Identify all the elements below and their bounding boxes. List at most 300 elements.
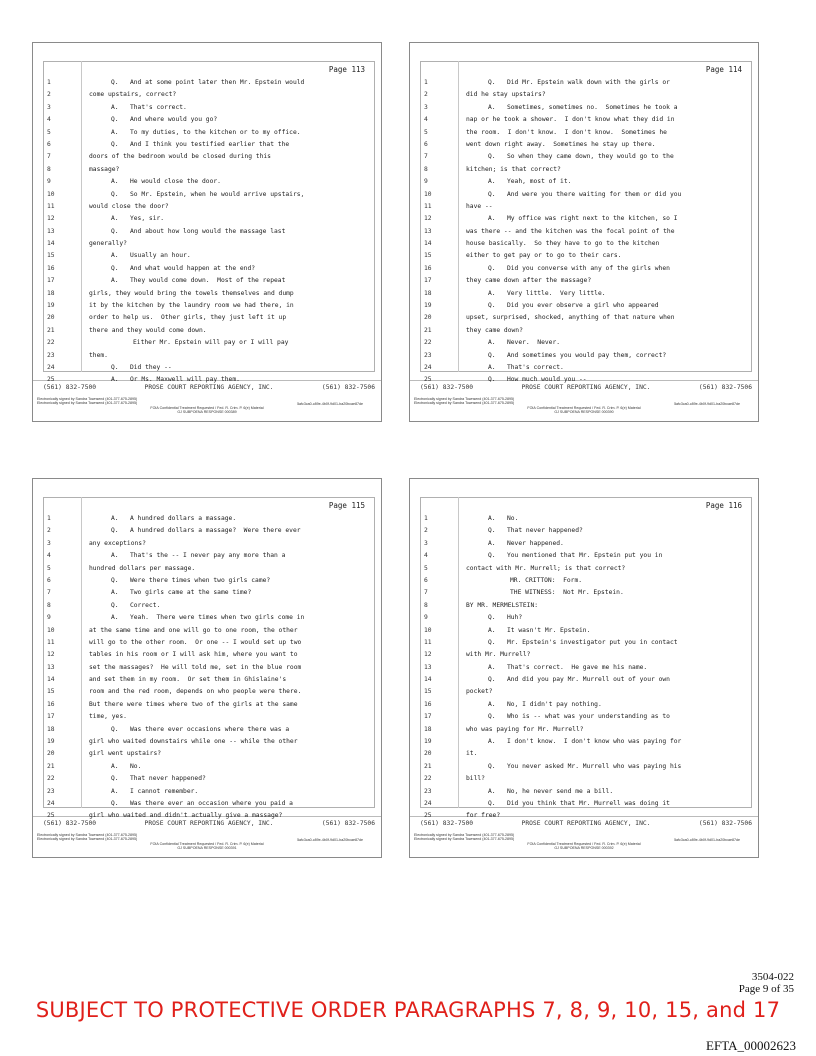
line-text: with Mr. Murrell? (466, 651, 531, 659)
line-text: for free? (466, 812, 501, 820)
line-text: A. That's correct. (488, 363, 564, 371)
line-text: tables in his room or I will ask him, where you want to (89, 651, 298, 659)
line-number: 16 (424, 264, 432, 272)
transcript-line (45, 300, 371, 312)
transcript-line (45, 77, 371, 89)
transcript-line (45, 575, 371, 587)
line-number: 11 (47, 638, 55, 646)
line-number: 14 (424, 240, 432, 248)
footer-left: (561) 832-7500 (420, 384, 474, 391)
line-number: 4 (424, 116, 428, 124)
line-text: it. (466, 750, 478, 758)
transcript-line (45, 724, 371, 736)
line-number: 20 (424, 750, 432, 758)
transcript-line (45, 362, 371, 374)
line-number: 18 (47, 289, 55, 297)
transcript-line (422, 736, 748, 748)
line-number: 9 (47, 614, 51, 622)
transcript-line (45, 312, 371, 324)
line-number: 23 (424, 787, 432, 795)
signature-hash: 5afc3ca0-c89e-4b0f-9d01-ba20bcae87de (297, 402, 363, 406)
line-number: 21 (47, 326, 55, 334)
transcript-line (422, 587, 748, 599)
transcript-line (45, 550, 371, 562)
footer-mid: PROSE COURT REPORTING AGENCY, INC. (521, 384, 651, 391)
line-text: Q. And sometimes you would pay them, correct? (488, 351, 667, 359)
transcript-line (422, 699, 748, 711)
line-text: girl who waited downstairs while one -- while the other (89, 738, 298, 746)
transcript-line (45, 525, 371, 537)
line-text: hundred dollars per massage. (89, 564, 196, 572)
line-text: Q. How much would you -- (488, 376, 587, 384)
line-number: 18 (424, 725, 432, 733)
transcript-line (45, 139, 371, 151)
line-text: set the massages? He will told me, set in the blue room (89, 663, 302, 671)
line-text: Q. Mr. Epstein's investigator put you in contact (488, 638, 678, 646)
line-text: Q. And at some point later then Mr. Epstein would (111, 79, 305, 86)
line-number: 3 (424, 103, 428, 111)
line-text: have -- (466, 202, 493, 210)
transcript-line (422, 649, 748, 661)
line-text: Q. You mentioned that Mr. Epstein put you in (488, 552, 663, 560)
line-text: house basically. So they have to go to the kitchen (466, 240, 660, 248)
transcript-line (45, 114, 371, 126)
line-text: A. That's the -- I never pay any more than a (111, 552, 286, 560)
line-number: 22 (47, 339, 55, 347)
transcript-line (422, 575, 748, 587)
line-number: 14 (47, 676, 55, 684)
line-number: 7 (47, 153, 51, 161)
line-number: 11 (424, 638, 432, 646)
line-number: 2 (47, 91, 51, 99)
signature-block (37, 833, 377, 851)
line-text: did he stay upstairs? (466, 91, 546, 99)
line-text: A. Very little. Very little. (488, 289, 606, 297)
reporter-footer (420, 384, 752, 391)
line-text: A. They would come down. Most of the repeat (111, 277, 286, 285)
line-text: girls, they would bring the towels themselves and dump (89, 289, 294, 297)
transcript-page-116 (409, 478, 759, 858)
line-number: 5 (424, 564, 428, 572)
foia-notice: FOIA Confidential Treatment Requested / Fed. R. Crim. P. 6(e) Material (150, 405, 264, 410)
footer-mid: PROSE COURT REPORTING AGENCY, INC. (144, 384, 274, 391)
transcript-page-114 (409, 42, 759, 422)
line-text: Either Mr. Epstein will pay or I will pay (133, 339, 289, 347)
line-number: 8 (47, 601, 51, 609)
line-number: 3 (424, 539, 428, 547)
footer-left: (561) 832-7500 (420, 820, 474, 827)
efta-number: EFTA_00002623 (706, 1038, 796, 1053)
transcript-line (422, 263, 748, 275)
transcript-line (45, 263, 371, 275)
transcript-line (45, 563, 371, 575)
transcript-line (45, 238, 371, 250)
signature-line-1: Electronically signed by Sandra Townsend (401-377-675-2895) (414, 833, 515, 837)
transcript-page-115 (32, 478, 382, 858)
line-number: 1 (47, 79, 51, 86)
transcript-line (422, 600, 748, 612)
line-text: A. A hundred dollars a massage. (111, 515, 237, 522)
transcript-line (422, 164, 748, 176)
transcript-line (422, 250, 748, 262)
line-text: A. No. (111, 762, 142, 770)
line-text: either to get pay or to go to their cars. (466, 252, 622, 260)
line-text: MR. CRITTON: Form. (510, 576, 583, 584)
line-number: 4 (47, 116, 51, 124)
line-number: 10 (424, 190, 432, 198)
protective-order-notice: SUBJECT TO PROTECTIVE ORDER PARAGRAPHS 7, 8, 9, 10, 15, and 17 (35, 998, 781, 1022)
signature-hash: 5afc3ca0-c89e-4b0f-9d01-ba20bcae87de (297, 838, 363, 842)
subpoena-number: GJ SUBPOENA RESPONSE 000391 (177, 846, 237, 851)
line-number: 25 (424, 812, 432, 820)
transcript-line (422, 102, 748, 114)
line-text: at the same time and one will go to one room, the other (89, 626, 298, 634)
line-text: Q. Who is -- what was your understanding as to (488, 713, 670, 721)
line-number: 9 (424, 178, 428, 186)
transcript-line (45, 89, 371, 101)
line-number: 6 (47, 140, 51, 148)
line-text: THE WITNESS: Not Mr. Epstein. (510, 589, 624, 597)
footer-mid: PROSE COURT REPORTING AGENCY, INC. (144, 820, 274, 827)
line-number: 1 (47, 515, 51, 522)
signature-line-2: Electronically signed by Sandra Townsend (401-377-675-2895) (414, 837, 515, 842)
line-text: massage? (89, 165, 120, 173)
foia-notice: FOIA Confidential Treatment Requested / Fed. R. Crim. P. 6(e) Material (150, 841, 264, 846)
line-number: 24 (47, 799, 55, 807)
line-text: Q. And did you pay Mr. Murrell out of your own (488, 676, 670, 684)
transcript-line (422, 724, 748, 736)
line-text: Q. And what would happen at the end? (111, 264, 256, 272)
transcript-line (422, 114, 748, 126)
transcript-line (45, 164, 371, 176)
line-text: A. Or Ms. Maxwell will pay them. (111, 376, 240, 384)
line-number: 17 (424, 277, 432, 285)
line-number: 4 (47, 552, 51, 560)
line-number: 3 (47, 539, 51, 547)
line-text: Q. Did you think that Mr. Murrell was doing it (488, 799, 670, 807)
line-text: Q. You never asked Mr. Murrell who was paying his (488, 762, 682, 770)
transcript-line (45, 637, 371, 649)
page-number: Page 115 (328, 501, 365, 510)
line-number: 20 (47, 314, 55, 322)
line-text: upset, surprised, shocked, anything of that nature when (466, 314, 675, 322)
line-text: them. (89, 351, 108, 359)
transcript-line (422, 773, 748, 785)
transcript-line (422, 213, 748, 225)
subpoena-number: GJ SUBPOENA RESPONSE 000392 (554, 846, 614, 851)
line-text: doors of the bedroom would be closed during this (89, 153, 271, 161)
transcript-line (45, 625, 371, 637)
line-number: 24 (424, 799, 432, 807)
line-number: 25 (47, 812, 55, 820)
line-number: 8 (47, 165, 51, 173)
transcript-line (422, 275, 748, 287)
footer-left: (561) 832-7500 (43, 384, 97, 391)
signature-line-1: Electronically signed by Sandra Townsend (401-377-675-2895) (414, 397, 515, 401)
line-number: 14 (424, 676, 432, 684)
line-text: Q. Huh? (488, 614, 523, 622)
transcript-line (45, 798, 371, 810)
line-number: 9 (47, 178, 51, 186)
transcript-line (45, 538, 371, 550)
line-text: A. That's correct. He gave me his name. (488, 663, 648, 671)
line-number: 6 (424, 140, 428, 148)
line-number: 19 (47, 738, 55, 746)
transcript-line (422, 686, 748, 698)
transcript-line (422, 312, 748, 324)
line-number: 12 (424, 651, 432, 659)
transcript-line (45, 600, 371, 612)
line-text: they came down after the massage? (466, 277, 592, 285)
line-text: Q. That never happened? (488, 527, 583, 535)
line-number: 8 (424, 165, 428, 173)
line-number: 7 (424, 153, 428, 161)
subpoena-number: GJ SUBPOENA RESPONSE 000389 (177, 410, 237, 415)
line-number: 4 (424, 552, 428, 560)
footer-right: (561) 832-7506 (698, 384, 752, 391)
line-text: A. Yeah, most of it. (488, 178, 572, 186)
signature-line-1: Electronically signed by Sandra Townsend (401-377-675-2895) (37, 397, 138, 401)
line-number: 6 (424, 576, 428, 584)
line-number: 15 (47, 688, 55, 696)
line-number: 2 (424, 527, 428, 535)
line-number: 1 (424, 515, 428, 522)
signature-block (414, 833, 754, 851)
line-text: Q. Were there times when two girls came? (111, 576, 271, 584)
transcript-line (422, 637, 748, 649)
line-number: 6 (47, 576, 51, 584)
line-number: 17 (424, 713, 432, 721)
line-number: 23 (47, 787, 55, 795)
line-text: Q. Did you converse with any of the girls when (488, 264, 670, 272)
transcript-line (422, 89, 748, 101)
transcript-line (45, 250, 371, 262)
line-text: Q. Did they -- (111, 363, 172, 371)
line-text: BY MR. MERMELSTEIN: (466, 601, 539, 609)
transcript-lines (45, 513, 371, 823)
line-text: Q. Correct. (111, 601, 161, 609)
transcript-line (45, 736, 371, 748)
line-text: Q. Did Mr. Epstein walk down with the girls or (488, 79, 670, 86)
line-text: A. Yes, sir. (111, 215, 165, 223)
line-text: Q. A hundred dollars a massage? Were there ever (111, 527, 301, 535)
line-text: it by the kitchen by the laundry room we had there, in (89, 302, 294, 310)
line-number: 2 (47, 527, 51, 535)
line-text: they came down? (466, 326, 523, 334)
transcript-line (422, 176, 748, 188)
signature-block (37, 397, 377, 415)
transcript-line (422, 77, 748, 89)
line-number: 7 (47, 589, 51, 597)
bates-block (739, 971, 794, 995)
transcript-line (422, 300, 748, 312)
transcript-body (33, 479, 381, 820)
line-number: 3 (47, 103, 51, 111)
line-text: come upstairs, correct? (89, 91, 177, 99)
bates-doc-id: 3504-022 (751, 971, 794, 983)
line-number: 21 (424, 326, 432, 334)
line-text: time, yes. (89, 713, 127, 721)
line-text: A. Sometimes, sometimes no. Sometimes he took a (488, 103, 678, 111)
reporter-footer (43, 820, 375, 827)
line-number: 8 (424, 601, 428, 609)
transcript-line (45, 773, 371, 785)
line-number: 16 (424, 700, 432, 708)
line-number: 13 (47, 663, 55, 671)
line-number: 20 (47, 750, 55, 758)
line-text: who was paying for Mr. Murrell? (466, 725, 584, 733)
line-text: Q. Was there ever occasions where there was a (111, 725, 290, 733)
line-number: 5 (47, 564, 51, 572)
line-text: contact with Mr. Murrell; is that correct? (466, 564, 626, 572)
transcript-line (45, 102, 371, 114)
line-number: 2 (424, 91, 428, 99)
line-text: room and the red room, depends on who people were there. (89, 688, 302, 696)
transcript-line (45, 325, 371, 337)
transcript-line (422, 139, 748, 151)
footer-right: (561) 832-7506 (321, 384, 375, 391)
line-number: 21 (424, 762, 432, 770)
line-text: A. Never. Never. (488, 339, 561, 347)
footer-right: (561) 832-7506 (321, 820, 375, 827)
line-text: A. I cannot remember. (111, 787, 199, 795)
line-text: bill? (466, 775, 485, 783)
transcript-lines (422, 513, 748, 823)
line-text: Q. And I think you testified earlier that the (111, 140, 290, 148)
line-number: 9 (424, 614, 428, 622)
transcript-line (45, 612, 371, 624)
line-text: A. No. (488, 515, 519, 522)
line-text: was there -- and the kitchen was the focal point of the (466, 227, 675, 235)
transcript-line (422, 538, 748, 550)
line-text: Q. Did you ever observe a girl who appeared (488, 302, 659, 310)
line-text: Q. And were you there waiting for them or did you (488, 190, 682, 198)
transcript-line (422, 513, 748, 525)
transcript-lines (422, 77, 748, 387)
line-number: 12 (424, 215, 432, 223)
transcript-lines (45, 77, 371, 387)
line-text: girl went upstairs? (89, 750, 162, 758)
reporter-footer (43, 384, 375, 391)
transcript-line (45, 587, 371, 599)
page-number: Page 116 (705, 501, 742, 510)
signature-hash: 5afc3ca0-c89e-4b0f-9d01-ba20bcae87de (674, 402, 740, 406)
line-text: Q. And where would you go? (111, 116, 218, 124)
line-text: the room. I don't know. I don't know. Sometimes he (466, 128, 667, 136)
line-text: A. No, he never send me a bill. (488, 787, 614, 795)
line-text: nap or he took a shower. I don't know what they did in (466, 116, 675, 124)
line-text: pocket? (466, 688, 493, 696)
line-number: 5 (424, 128, 428, 136)
transcript-line (422, 325, 748, 337)
line-number: 12 (47, 651, 55, 659)
transcript-line (45, 711, 371, 723)
foia-notice: FOIA Confidential Treatment Requested / Fed. R. Crim. P. 6(e) Material (527, 841, 641, 846)
subpoena-number: GJ SUBPOENA RESPONSE 000390 (554, 410, 614, 415)
line-number: 22 (424, 775, 432, 783)
line-number: 19 (424, 302, 432, 310)
line-number: 18 (47, 725, 55, 733)
transcript-line (45, 786, 371, 798)
transcript-line (45, 337, 371, 349)
line-text: Q. So when they came down, they would go to the (488, 153, 674, 161)
line-text: any exceptions? (89, 539, 146, 547)
line-text: A. That's correct. (111, 103, 187, 111)
line-number: 11 (424, 202, 432, 210)
line-text: there and they would come down. (89, 326, 207, 334)
transcript-line (45, 213, 371, 225)
bates-page-of: Page 9 of 35 (738, 983, 794, 995)
line-number: 15 (424, 252, 432, 260)
transcript-line (422, 238, 748, 250)
line-text: A. He would close the door. (111, 178, 221, 186)
line-number: 24 (424, 363, 432, 371)
transcript-line (422, 798, 748, 810)
line-number: 13 (424, 227, 432, 235)
transcript-line (45, 189, 371, 201)
line-text: went down right away. Sometimes he stay up there. (466, 140, 656, 148)
line-number: 5 (47, 128, 51, 136)
transcript-line (45, 350, 371, 362)
line-text: A. To my duties, to the kitchen or to my office. (111, 128, 301, 136)
line-number: 22 (47, 775, 55, 783)
transcript-line (422, 127, 748, 139)
transcript-line (45, 288, 371, 300)
line-number: 20 (424, 314, 432, 322)
transcript-line (422, 189, 748, 201)
line-text: A. Never happened. (488, 539, 564, 547)
transcript-line (422, 612, 748, 624)
line-number: 13 (47, 227, 55, 235)
line-number: 22 (424, 339, 432, 347)
line-number: 7 (424, 589, 428, 597)
line-number: 19 (47, 302, 55, 310)
transcript-line (422, 625, 748, 637)
line-number: 10 (424, 626, 432, 634)
transcript-line (422, 761, 748, 773)
line-number: 23 (47, 351, 55, 359)
transcript-line (45, 201, 371, 213)
line-text: would close the door? (89, 202, 169, 210)
transcript-line (422, 362, 748, 374)
line-text: girl who waited and didn't actually give a massage? (89, 812, 283, 820)
transcript-line (422, 201, 748, 213)
transcript-line (45, 513, 371, 525)
transcript-line (422, 563, 748, 575)
line-number: 17 (47, 713, 55, 721)
line-text: A. I don't know. I don't know who was paying for (488, 738, 682, 746)
transcript-line (422, 226, 748, 238)
line-text: A. Usually an hour. (111, 252, 191, 260)
line-number: 14 (47, 240, 55, 248)
footer-left: (561) 832-7500 (43, 820, 97, 827)
signature-line-1: Electronically signed by Sandra Townsend (401-377-675-2895) (37, 833, 138, 837)
footer-right: (561) 832-7506 (698, 820, 752, 827)
transcript-line (422, 711, 748, 723)
line-number: 10 (47, 626, 55, 634)
signature-line-2: Electronically signed by Sandra Townsend (401-377-675-2895) (37, 401, 138, 406)
signature-line-2: Electronically signed by Sandra Townsend (401-377-675-2895) (37, 837, 138, 842)
line-number: 11 (47, 202, 55, 210)
signature-block (414, 397, 754, 415)
transcript-body (410, 479, 758, 820)
line-number: 13 (424, 663, 432, 671)
line-text: generally? (89, 240, 127, 248)
line-number: 23 (424, 351, 432, 359)
line-text: will go to the other room. Or one -- I would set up two (89, 638, 302, 646)
line-number: 10 (47, 190, 55, 198)
line-text: A. Two girls came at the same time? (111, 589, 252, 597)
